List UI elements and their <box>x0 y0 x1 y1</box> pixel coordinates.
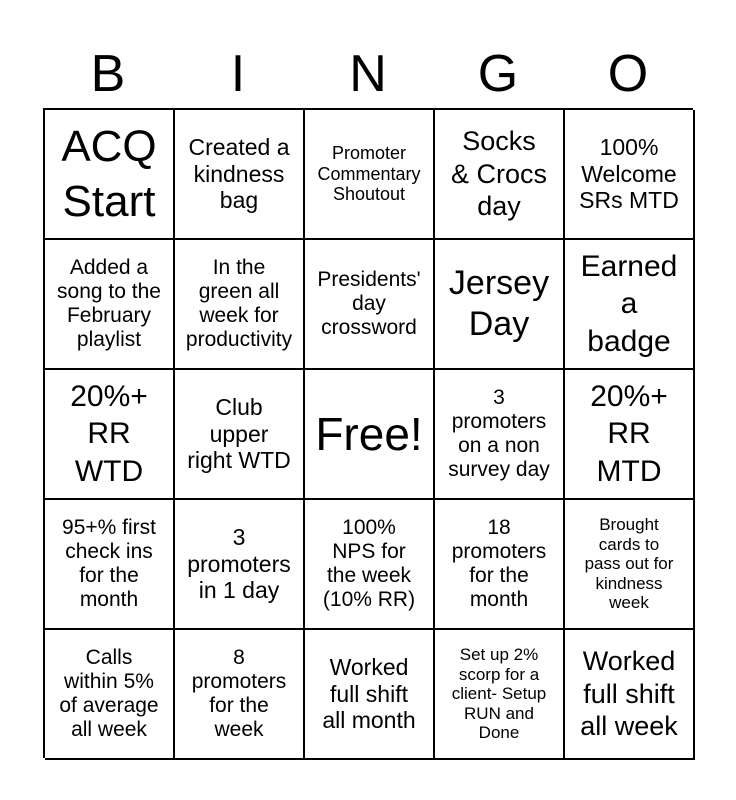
bingo-cell[interactable]: 100% NPS for the week (10% RR) <box>305 500 435 630</box>
bingo-cell[interactable]: Jersey Day <box>435 240 565 370</box>
bingo-cell[interactable]: 20%+ RR WTD <box>45 370 175 500</box>
bingo-cell[interactable]: Club upper right WTD <box>175 370 305 500</box>
bingo-cell[interactable]: Brought cards to pass out for kindness week <box>565 500 695 630</box>
bingo-cell[interactable]: Created a kindness bag <box>175 110 305 240</box>
bingo-cell[interactable]: 18 promoters for the month <box>435 500 565 630</box>
bingo-cell[interactable]: 95+% first check ins for the month <box>45 500 175 630</box>
bingo-cell[interactable]: 8 promoters for the week <box>175 630 305 760</box>
bingo-cell[interactable]: 100% Welcome SRs MTD <box>565 110 695 240</box>
bingo-cell[interactable]: 3 promoters in 1 day <box>175 500 305 630</box>
header-letter-n: N <box>349 45 387 103</box>
bingo-header <box>43 40 693 108</box>
bingo-cell[interactable]: Socks & Crocs day <box>435 110 565 240</box>
bingo-cell[interactable]: 3 promoters on a non survey day <box>435 370 565 500</box>
header-letter-g: G <box>477 45 519 103</box>
bingo-cell[interactable]: Earned a badge <box>565 240 695 370</box>
bingo-cell[interactable]: Promoter Commentary Shoutout <box>305 110 435 240</box>
bingo-cell[interactable]: Added a song to the February playlist <box>45 240 175 370</box>
bingo-cell[interactable]: In the green all week for productivity <box>175 240 305 370</box>
bingo-cell[interactable]: Calls within 5% of average all week <box>45 630 175 760</box>
bingo-cell[interactable]: Worked full shift all month <box>305 630 435 760</box>
bingo-cell[interactable]: ACQ Start <box>45 110 175 240</box>
bingo-board <box>43 108 693 758</box>
bingo-cell[interactable]: Presidents' day crossword <box>305 240 435 370</box>
header-letter-i: I <box>230 45 246 103</box>
bingo-cell[interactable]: 20%+ RR MTD <box>565 370 695 500</box>
bingo-cell[interactable]: Set up 2% scorp for a client- Setup RUN and Done <box>435 630 565 760</box>
bingo-cell[interactable]: Worked full shift all week <box>565 630 695 760</box>
free-space[interactable]: Free! <box>305 370 435 500</box>
header-letter-b: B <box>90 45 126 103</box>
header-letter-o: O <box>607 45 649 103</box>
